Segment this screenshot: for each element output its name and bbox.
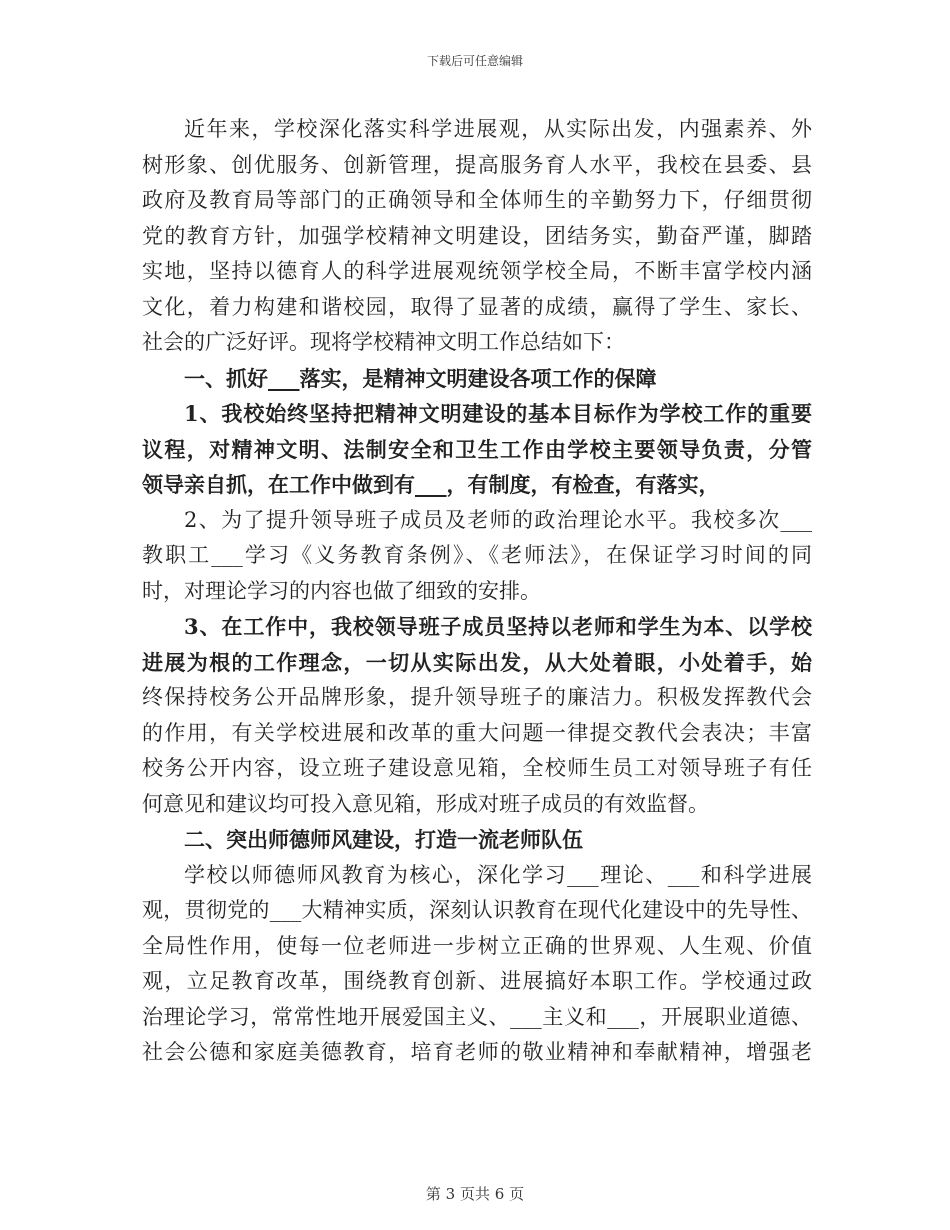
text-line: 观，立足教育改革，围绕教育创新、进展搞好本职工作。学校通过政 (142, 969, 812, 993)
text-line: 全局性作用，使每一位老师进一步树立正确的世界观、人生观、价值 (142, 933, 812, 958)
text-line: 何意见和建议均可投入意见箱，形成对班子成员的有效监督。 (142, 791, 709, 816)
text-line: 文化，着力构建和谐校园，取得了显著的成绩，赢得了学生、家长、 (142, 294, 812, 319)
text-line: 3、在工作中，我校领导班子成员坚持以老师和学生为本、以学校 (184, 614, 812, 639)
page-footer: 第 3 页共 6 页 (425, 1185, 525, 1203)
text-line: 治理论学习，常常性地开展爱国主义、___主义和___，开展职业道德、 (142, 1004, 812, 1029)
text-line: 政府及教育局等部门的正确领导和全体师生的辛勤努力下，仔细贯彻 (142, 188, 812, 212)
text-line: 近年来，学校深化落实科学进展观，从实际出发，内强素养、外 (184, 117, 812, 141)
text-line: 党的教育方针，加强学校精神文明建设，团结务实，勤奋严谨，脚踏 (142, 223, 812, 248)
text-line: 进展为根的工作理念，一切从实际出发，从大处着眼，小处着手，始 (142, 649, 812, 675)
text-line: 领导亲自抓，在工作中做到有___，有制度，有检查，有落实， (142, 472, 720, 497)
text-line: 二、突出师德师风建设，打造一流老师队伍 (184, 827, 583, 852)
page-header: 下载后可任意编辑 (426, 54, 523, 68)
text-line: 实地，坚持以德育人的科学进展观统领学校全局，不断丰富学校内涵 (142, 259, 812, 283)
document-body (142, 112, 812, 1071)
text-line: 议程，对精神文明、法制安全和卫生工作由学校主要领导负责，分管 (142, 436, 812, 462)
text-line: 学校以师德师风教育为核心，深化学习___理论、___和科学进展 (184, 862, 812, 887)
text-line: 时，对理论学习的内容也做了细致的安排。 (142, 578, 541, 603)
text-line: 社会公德和家庭美德教育，培育老师的敬业精神和奉献精神，增强老 (142, 1040, 812, 1064)
text-line: 校务公开内容，设立班子建设意见箱，全校师生员工对领导班子有任 (142, 756, 812, 780)
text-line: 树形象、创优服务、创新管理，提高服务育人水平，我校在县委、县 (142, 152, 812, 177)
text-line: 一、抓好___落实，是精神文明建设各项工作的保障 (184, 365, 657, 391)
text-line: 2、为了提升领导班子成员及老师的政治理论水平。我校多次___ (184, 507, 812, 532)
text-line: 终保持校务公开品牌形象，提升领导班子的廉洁力。积极发挥教代会 (142, 685, 812, 709)
text-line: 教职工___学习《义务教育条例》、《老师法》，在保证学习时间的同 (142, 543, 812, 567)
text-line: 的作用，有关学校进展和改革的重大问题一律提交教代会表决；丰富 (142, 720, 812, 745)
text-line: 观，贯彻党的___大精神实质，深刻认识教育在现代化建设中的先导性、 (142, 898, 812, 922)
text-line: 社会的广泛好评。现将学校精神文明工作总结如下： (142, 330, 625, 354)
text-line: 1、我校始终坚持把精神文明建设的基本目标作为学校工作的重要 (184, 401, 812, 426)
